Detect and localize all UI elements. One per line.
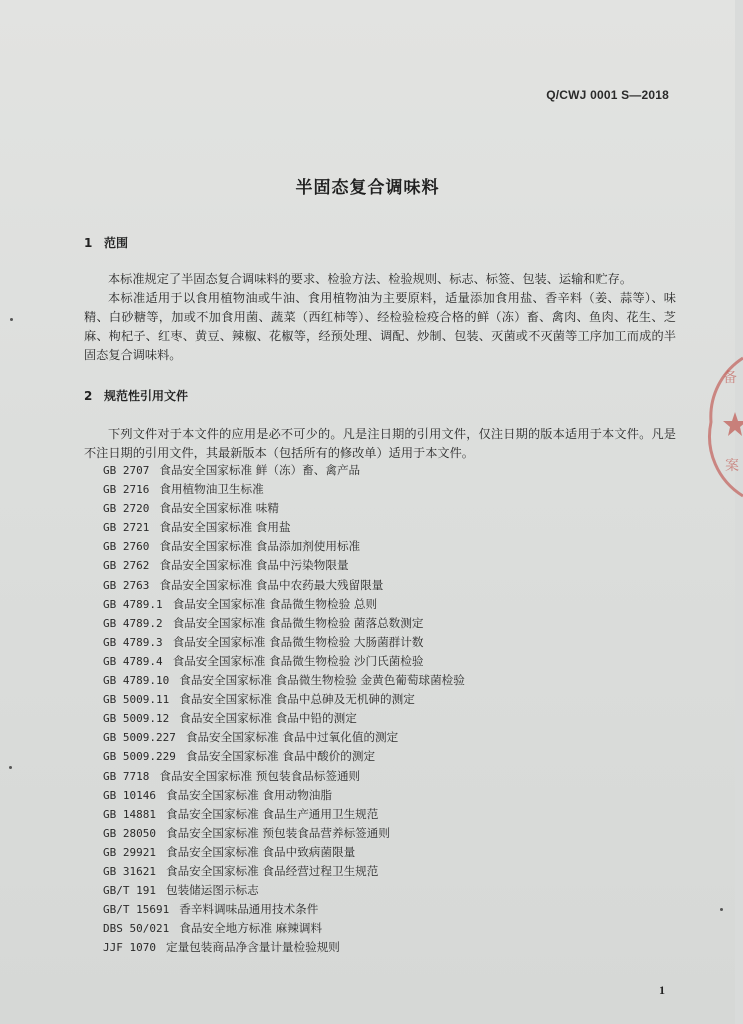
reference-item: [103, 461, 465, 480]
section-2-intro: [84, 425, 676, 463]
reference-item: [103, 499, 465, 518]
reference-title: 食品安全国家标准 食品中总砷及无机砷的测定: [179, 692, 415, 707]
reference-code: GB 2762: [103, 559, 150, 573]
reference-title: 食品安全国家标准 食品中铅的测定: [179, 711, 357, 726]
normative-intro-paragraph: 下列文件对于本文件的应用是必不可少的。凡是注日期的引用文件，仅注日期的版本适用于本文件。凡是不注日期的引用文件，其最新版本（包括所有的修改单）适用于本文件。: [84, 427, 676, 460]
reference-code: GB 14881: [103, 807, 156, 821]
reference-item: [103, 614, 465, 633]
reference-code: GB 28050: [103, 826, 156, 840]
reference-title: 香辛料调味品通用技术条件: [179, 902, 319, 917]
page-title: 半固态复合调味料: [295, 178, 440, 198]
reference-title: 食品安全国家标准 食品经营过程卫生规范: [165, 863, 379, 878]
svg-text:案: 案: [725, 458, 739, 474]
reference-item: [103, 843, 465, 862]
document-code: Q/CWJ 0001 S—2018: [546, 88, 669, 102]
reference-code: DBS 50/021: [103, 922, 170, 936]
scan-speck: [9, 766, 12, 769]
reference-title: 食品安全国家标准 食品中农药最大残留限量: [159, 577, 384, 592]
reference-title: 食品安全地方标准 麻辣调料: [179, 921, 323, 936]
section-1-heading: [84, 234, 128, 251]
section-1-title: 范围: [104, 236, 129, 250]
reference-code: GB 4789.1: [103, 597, 163, 611]
scope-paragraph-2: 本标准适用于以食用植物油或牛油、食用植物油为主要原料，适量添加食用盐、香辛料（姜、蒜等）、味精、白砂糖等，加或不加食用菌、蔬菜（西红柿等）、经检验检疫合格的鲜（冻）畜、禽肉、鱼肉、花生、芝麻、枸杞子、红枣、黄豆、辣椒、花椒等，经预处理、调配、炒制、包装、灭菌或不灭菌等工序加工而成的半固态复合调味料。: [84, 291, 676, 362]
reference-code: GB 5009.12: [103, 712, 170, 726]
reference-item: [103, 862, 465, 881]
scope-paragraph-1: 本标准规定了半固态复合调味料的要求、检验方法、检验规则、标志、标签、包装、运输和贮存。: [108, 272, 633, 286]
reference-item: [103, 690, 465, 709]
reference-title: 食品安全国家标准 食品微生物检验 沙门氏菌检验: [172, 653, 424, 668]
reference-code: GB 4789.2: [103, 616, 163, 630]
reference-code: GB 2721: [103, 521, 150, 535]
reference-title: 定量包装商品净含量计量检验规则: [165, 940, 340, 955]
reference-code: GB 31621: [103, 864, 156, 878]
svg-text:备: 备: [723, 370, 737, 386]
reference-item: [103, 786, 465, 805]
reference-code: GB/T 15691: [103, 903, 170, 917]
reference-item: [103, 595, 465, 614]
reference-code: GB/T 191: [103, 884, 156, 898]
reference-title: 食品安全国家标准 食品中污染物限量: [159, 558, 349, 573]
reference-title: 食用植物油卫生标准: [159, 482, 264, 497]
reference-item: [103, 919, 465, 938]
reference-title: 食品安全国家标准 食品中致病菌限量: [165, 844, 356, 859]
reference-title: 食品安全国家标准 食用动物油脂: [165, 787, 332, 802]
reference-item: [103, 709, 465, 728]
reference-code: GB 7718: [103, 769, 150, 783]
reference-code: GB 2760: [103, 540, 150, 554]
reference-item: [103, 480, 465, 499]
reference-item: [103, 938, 465, 957]
reference-title: 食品安全国家标准 味精: [159, 501, 279, 516]
reference-title: 食品安全国家标准 食品微生物检验 总则: [172, 596, 378, 611]
reference-title: 食品安全国家标准 食品生产通用卫生规范: [165, 806, 379, 821]
reference-title: 食品安全国家标准 食品微生物检验 大肠菌群计数: [172, 634, 424, 649]
reference-code: GB 2716: [103, 483, 150, 497]
section-2-number: 2: [84, 389, 93, 403]
page-number: 1: [659, 983, 665, 997]
reference-title: 食品安全国家标准 鲜（冻）畜、禽产品: [159, 463, 361, 477]
reference-item: [103, 576, 465, 595]
official-seal-stamp: [709, 352, 743, 502]
reference-title: 食品安全国家标准 食品微生物检验 金黄色葡萄球菌检验: [179, 673, 465, 688]
reference-item: [103, 556, 465, 575]
reference-code: GB 10146: [103, 788, 156, 802]
reference-title: 食品安全国家标准 食品微生物检验 菌落总数测定: [172, 615, 424, 630]
reference-item: [103, 747, 465, 766]
reference-item: [103, 518, 465, 537]
reference-code: GB 4789.3: [103, 635, 163, 649]
reference-code: GB 29921: [103, 845, 156, 859]
reference-item: [103, 537, 465, 556]
reference-title: 食品安全国家标准 食品中过氧化值的测定: [185, 730, 399, 745]
reference-code: GB 2720: [103, 502, 150, 516]
reference-code: GB 2707: [103, 464, 150, 477]
reference-item: [103, 767, 465, 786]
reference-code: GB 5009.229: [103, 750, 176, 764]
reference-code: GB 5009.227: [103, 731, 176, 745]
reference-title: 包装储运图示标志: [165, 883, 259, 898]
reference-title: 食品安全国家标准 食用盐: [159, 520, 291, 535]
scan-speck: [720, 908, 723, 911]
reference-item: [103, 805, 465, 824]
reference-code: GB 5009.11: [103, 693, 170, 707]
reference-title: 食品安全国家标准 预包装食品营养标签通则: [165, 825, 390, 840]
scan-speck: [10, 318, 13, 321]
section-1-number: 1: [84, 236, 93, 250]
reference-code: GB 4789.4: [103, 654, 163, 668]
reference-title: 食品安全国家标准 食品添加剂使用标准: [159, 539, 361, 554]
reference-title: 食品安全国家标准 食品中酸价的测定: [185, 749, 376, 764]
reference-code: JJF 1070: [103, 941, 156, 955]
section-1-body: [84, 270, 676, 365]
reference-item: [103, 881, 465, 900]
reference-code: GB 4789.10: [103, 674, 170, 688]
reference-item: [103, 671, 465, 690]
section-2-title: 规范性引用文件: [104, 389, 189, 403]
reference-item: [103, 728, 465, 747]
section-2-heading: [84, 387, 188, 404]
reference-title: 食品安全国家标准 预包装食品标签通则: [159, 768, 361, 783]
reference-item: [103, 652, 465, 671]
reference-code: GB 2763: [103, 578, 150, 592]
reference-item: [103, 900, 465, 919]
reference-item: [103, 633, 465, 652]
reference-item: [103, 824, 465, 843]
reference-list: [103, 461, 465, 957]
